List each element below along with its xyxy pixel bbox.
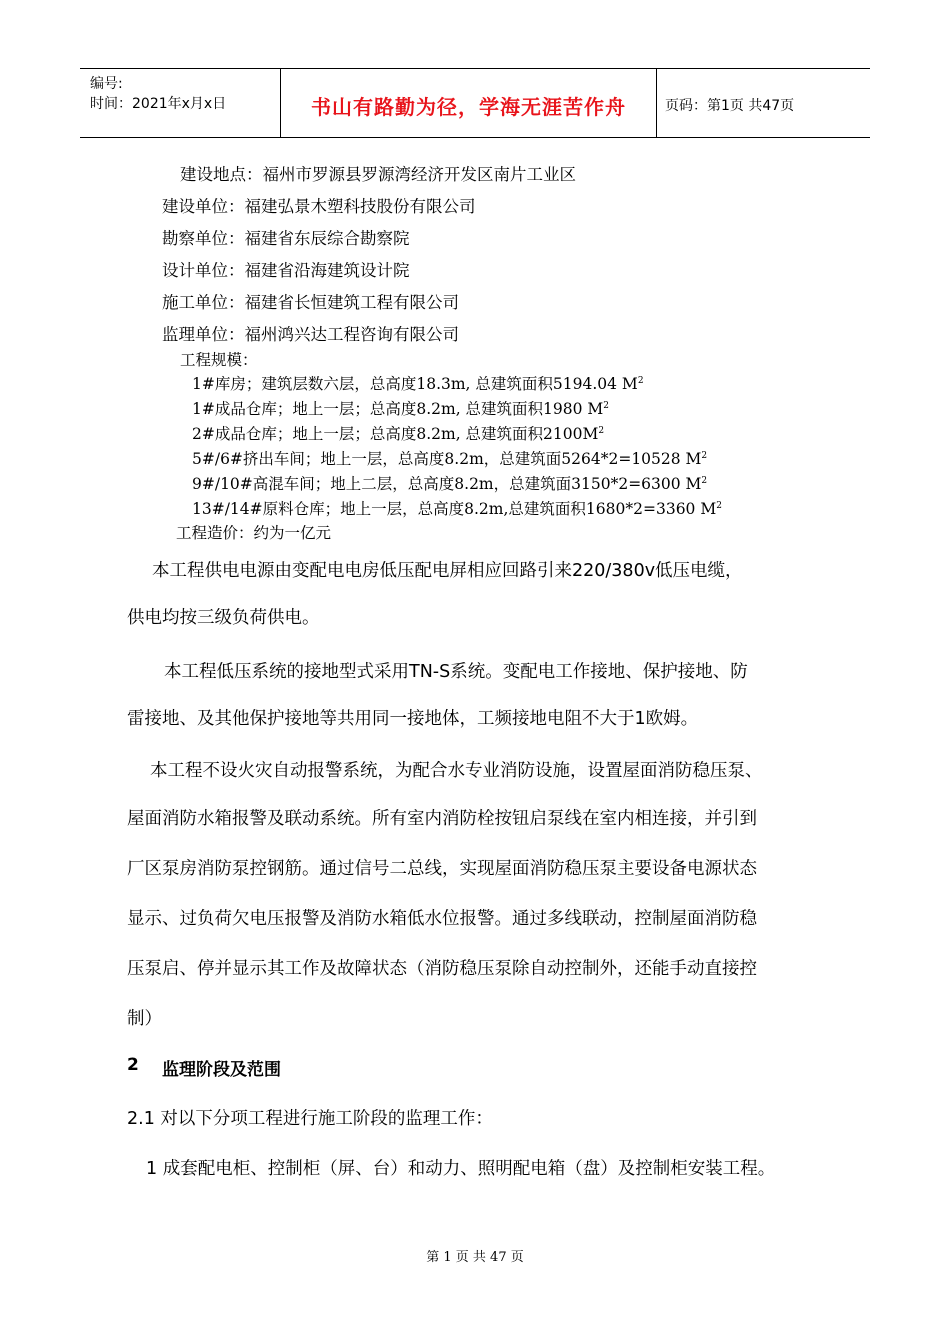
header-meta-cell [80,69,281,137]
scale-item: 1#成品仓库；地上一层；总高度8.2m, 总建筑面积1980 $M^2$ [192,400,610,418]
motto-text: 书山有路勤为径，学海无涯苦作舟 [311,95,626,119]
info-construction: 施工单位：福建省长恒建筑工程有限公司 [162,293,459,312]
scale-item: 9#/10#高混车间；地上二层，总高度8.2m，总建筑面3150*2=6300 $M^2$ [192,475,708,493]
info-owner: 建设单位：福建弘景木塑科技股份有限公司 [162,197,476,216]
paragraph-line: 供电均按三级负荷供电。 [127,608,320,628]
subsection-item: 1 成套配电柜、控制柜（屏、台）和动力、照明配电箱（盘）及控制柜安装工程。 [146,1159,776,1179]
info-survey: 勘察单位：福建省东辰综合勘察院 [162,229,410,248]
info-design: 设计单位：福建省沿海建筑设计院 [162,261,410,280]
paragraph-line: 屋面消防水箱报警及联动系统。所有室内消防栓按钮启泵线在室内相连接，并引到 [127,809,757,829]
header-motto-cell [281,69,657,137]
document-time-label: 时间：2021年x月x日 [90,96,227,112]
scale-item: 13#/14#原料仓库；地上一层，总高度8.2m,总建筑面积1680*2=3360 $M^2$ [192,500,722,518]
scale-title: 工程规模： [180,351,258,369]
paragraph-line: 本工程不设火灾自动报警系统，为配合水专业消防设施，设置屋面消防稳压泵、 [150,761,763,781]
paragraph-line: 显示、过负荷欠电压报警及消防水箱低水位报警。通过多线联动，控制屋面消防稳 [127,909,757,929]
scale-item: 2#成品仓库；地上一层；总高度8.2m, 总建筑面积$2100M^2$ [192,425,605,443]
section-number: 2 [127,1055,139,1075]
page-footer: 第 1 页 共 47 页 [426,1250,524,1265]
paragraph-line: 压泵启、停并显示其工作及故障状态（消防稳压泵除自动控制外，还能手动直接控 [127,959,757,979]
paragraph-line: 制） [127,1009,162,1029]
section-title: 监理阶段及范围 [162,1060,281,1080]
paragraph-line: 厂区泵房消防泵控钢筋。通过信号二总线，实现屋面消防稳压泵主要设备电源状态 [127,859,757,879]
info-supervision: 监理单位：福州鸿兴达工程咨询有限公司 [162,325,459,344]
header-page-cell [657,69,870,137]
document-number-label: 编号: [90,76,123,92]
subsection-heading: 2.1 对以下分项工程进行施工阶段的监理工作： [127,1109,493,1129]
info-location: 建设地点：福州市罗源县罗源湾经济开发区南片工业区 [180,165,576,184]
paragraph-line: 本工程供电电源由变配电电房低压配电屏相应回路引来220/380v低压电缆， [152,561,743,581]
header-page-info: 页码：第1页 共47页 [665,98,795,114]
paragraph-line: 雷接地、及其他保护接地等共用同一接地体，工频接地电阻不大于1欧姆。 [127,709,699,729]
project-cost: 工程造价：约为一亿元 [176,524,332,542]
page-header [80,68,870,138]
paragraph-line: 本工程低压系统的接地型式采用TN-S系统。变配电工作接地、保护接地、防 [164,662,748,682]
scale-item: 5#/6#挤出车间；地上一层，总高度8.2m，总建筑面5264*2=10528 $M^2$ [192,450,708,468]
scale-item: 1#库房；建筑层数六层，总高度18.3m, 总建筑面积5194.04 $M^2$ [192,375,644,393]
